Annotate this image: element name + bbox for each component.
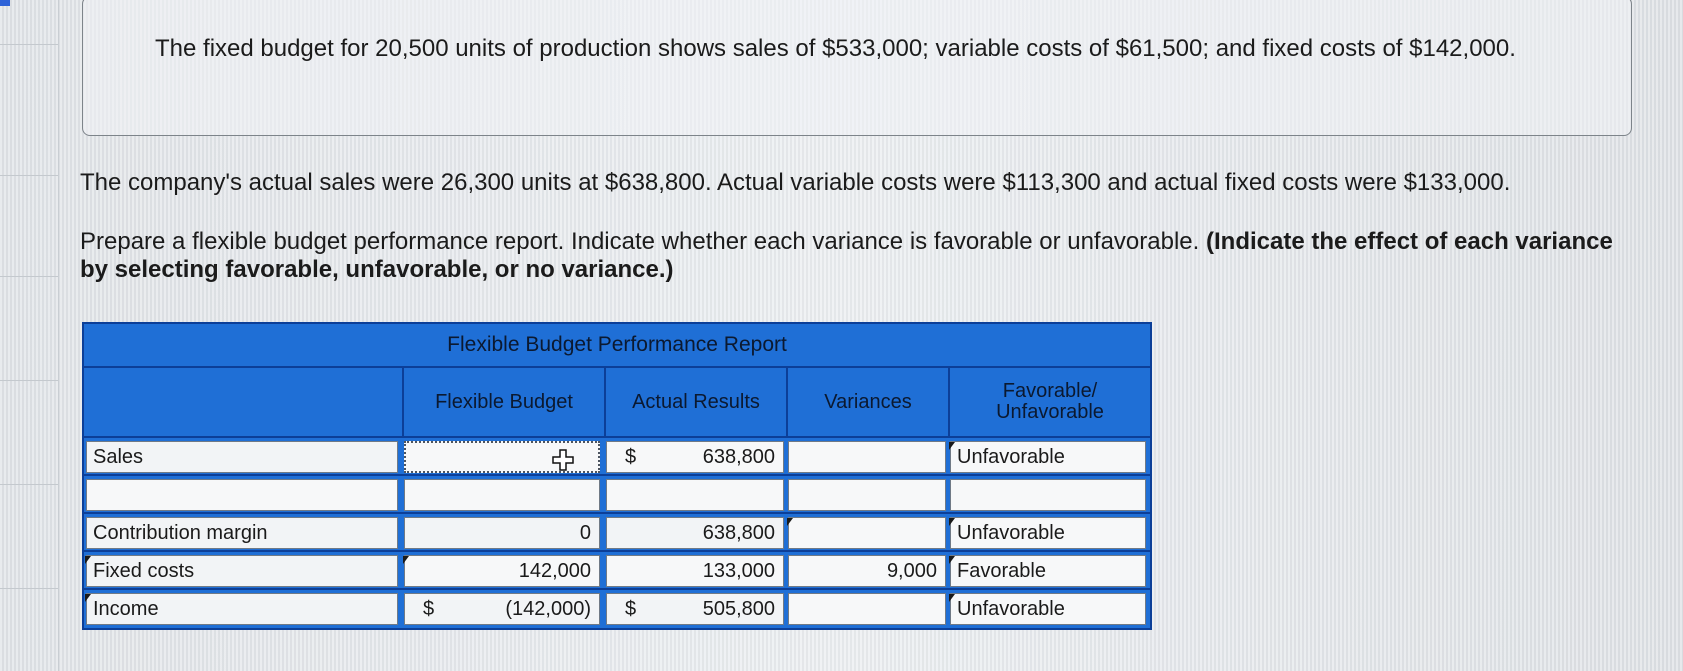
table-row [84, 588, 1150, 628]
currency-symbol: $ [625, 446, 637, 468]
flexible-budget-value-cell [404, 593, 600, 625]
effect-select[interactable] [950, 517, 1146, 549]
table-row [84, 550, 1150, 590]
rail-divider [0, 588, 58, 589]
actual-results-value: 638,800 [702, 522, 775, 544]
problem-statement: The fixed budget for 20,500 units of production shows sales of $533,000; variable costs of $61,500; and fixed costs of $142,000. [155, 35, 1516, 62]
effect-select[interactable] [950, 593, 1146, 625]
rail-divider [0, 380, 58, 381]
flexible-budget-input[interactable] [404, 479, 600, 511]
rail-divider [0, 175, 58, 176]
dropdown-flag-icon [949, 556, 955, 564]
problem-statement-box [82, 0, 1632, 136]
flexible-budget-input[interactable] [404, 441, 600, 473]
flexible-budget-value: (142,000) [505, 598, 591, 620]
row-label-fixed-costs[interactable] [86, 555, 398, 587]
variance-input[interactable] [788, 479, 946, 511]
row-label-contribution-margin [86, 517, 398, 549]
row-label-text: Fixed costs [93, 560, 195, 582]
move-cursor-icon [552, 449, 574, 471]
dropdown-flag-icon [949, 518, 955, 526]
rail-marker [0, 0, 10, 6]
header-label-column [84, 368, 402, 436]
effect-value: Unfavorable [957, 522, 1065, 544]
row-label-text: Contribution margin [93, 522, 268, 544]
instructions [80, 228, 1640, 284]
effect-select[interactable] [950, 441, 1146, 473]
effect-select[interactable] [950, 555, 1146, 587]
flexible-budget-value-cell [404, 517, 600, 549]
rail-divider [0, 44, 58, 45]
effect-value: Favorable [957, 560, 1046, 582]
actual-results-value-cell [606, 517, 784, 549]
row-label-sales[interactable] [86, 441, 398, 473]
effect-select[interactable] [950, 479, 1146, 511]
instructions-bold-text: (Indicate the effect of each variance by selecting favorable, unfavorable, or no variance.) [80, 228, 1613, 284]
variance-input[interactable] [788, 441, 946, 473]
row-label-text: Income [93, 598, 159, 620]
actual-results-value-cell [606, 593, 784, 625]
currency-symbol: $ [423, 598, 435, 620]
variance-value: 9,000 [886, 560, 937, 582]
header-favorable-line2: Unfavorable [996, 401, 1104, 423]
report-title: Flexible Budget Performance Report [84, 324, 1150, 368]
flexible-budget-value: 142,000 [518, 560, 591, 582]
header-favorable-unfavorable [948, 368, 1150, 436]
rail-divider [0, 276, 58, 277]
actual-results-text: The company's actual sales were 26,300 units at $638,800. Actual variable costs were $113,300 and actual fixed costs were $133,000. [80, 169, 1511, 196]
table-row [84, 474, 1150, 514]
dropdown-flag-icon [949, 594, 955, 602]
dropdown-flag-icon [787, 518, 793, 526]
actual-results-value: 505,800 [702, 598, 775, 620]
dropdown-flag-icon [85, 594, 91, 602]
table-row [84, 512, 1150, 552]
header-favorable-line1: Favorable/ [1002, 380, 1098, 402]
instructions-text: Prepare a flexible budget performance report. Indicate whether each variance is favorable or unfavorable. [80, 228, 1200, 255]
actual-results-input[interactable] [606, 555, 784, 587]
flexible-budget-value: 0 [579, 522, 591, 544]
left-side-rail [0, 0, 59, 671]
actual-results-input[interactable] [606, 441, 784, 473]
effect-value: Unfavorable [957, 446, 1065, 468]
row-label-input[interactable] [86, 479, 398, 511]
table-row [84, 436, 1150, 476]
dropdown-flag-icon [949, 442, 955, 450]
actual-results-value: 638,800 [702, 446, 775, 468]
variance-input[interactable] [788, 555, 946, 587]
currency-symbol: $ [625, 598, 637, 620]
row-label-income[interactable] [86, 593, 398, 625]
flexible-budget-report [82, 322, 1152, 630]
variance-input[interactable] [788, 517, 946, 549]
flexible-budget-input[interactable] [404, 555, 600, 587]
rail-divider [0, 484, 58, 485]
dropdown-flag-icon [85, 556, 91, 564]
row-label-text: Sales [93, 446, 144, 468]
header-actual-results: Actual Results [604, 368, 786, 436]
variance-input[interactable] [788, 593, 946, 625]
actual-results-value: 133,000 [702, 560, 775, 582]
actual-results-input[interactable] [606, 479, 784, 511]
dropdown-flag-icon [403, 556, 409, 564]
header-variances: Variances [786, 368, 948, 436]
header-flexible-budget: Flexible Budget [402, 368, 604, 436]
effect-value: Unfavorable [957, 598, 1065, 620]
